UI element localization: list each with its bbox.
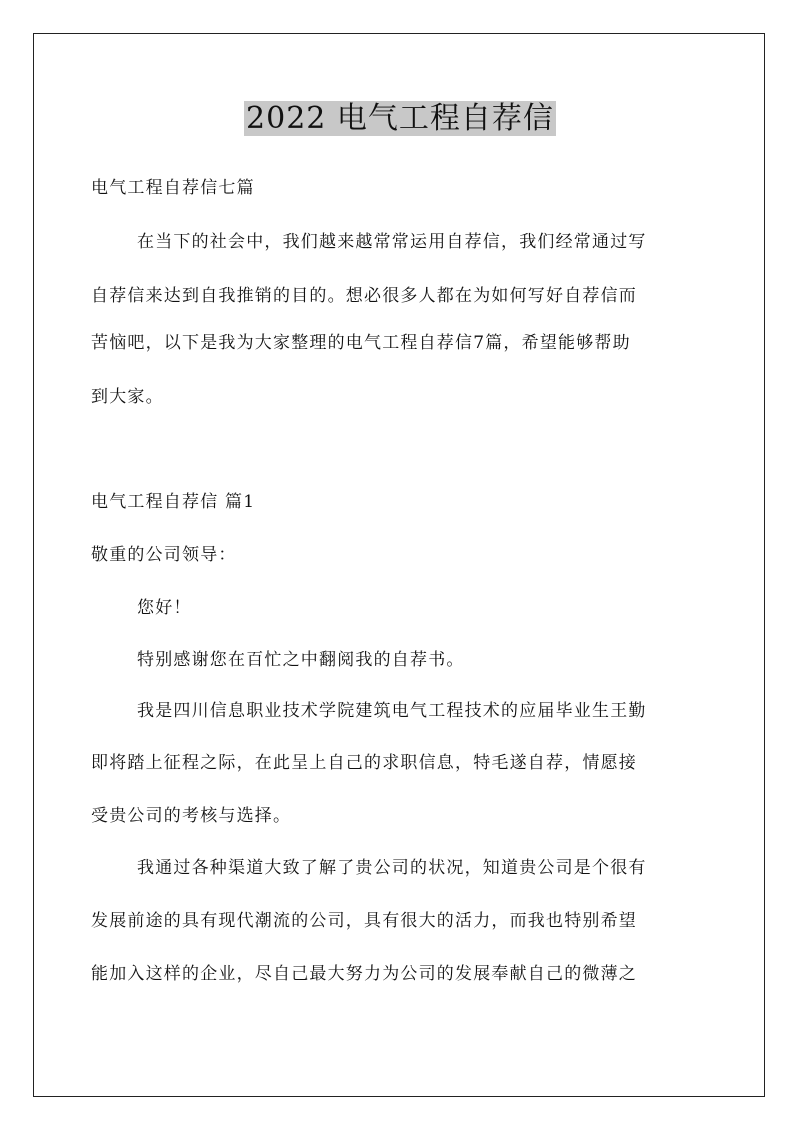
intro-line-1: 在当下的社会中，我们越来越常常运用自荐信，我们经常通过写 xyxy=(137,232,647,252)
intro-line-4: 到大家。 xyxy=(91,387,164,407)
section-heading: 电气工程自荐信 篇1 xyxy=(91,492,256,512)
greeting: 您好！ xyxy=(137,598,192,618)
para2-line-1: 我通过各种渠道大致了解了贵公司的状况，知道贵公司是个很有 xyxy=(137,858,647,878)
salutation: 敬重的公司领导： xyxy=(91,545,237,565)
intro-line-3: 苦恼吧，以下是我为大家整理的电气工程自荐信7篇，希望能够帮助 xyxy=(91,333,631,353)
para1-line-3: 受贵公司的考核与选择。 xyxy=(91,806,292,826)
para2-line-3: 能加入这样的企业，尽自己最大努力为公司的发展奉献自己的微薄之 xyxy=(91,964,637,984)
para1-line-1: 我是四川信息职业技术学院建筑电气工程技术的应届毕业生王勤 xyxy=(137,701,647,721)
thanks-line: 特别感谢您在百忙之中翻阅我的自荐书。 xyxy=(137,650,465,670)
document-subtitle: 电气工程自荐信七篇 xyxy=(91,178,255,198)
document-title-text: 2022 电气工程自荐信 xyxy=(246,101,554,136)
intro-line-2: 自荐信来达到自我推销的目的。想必很多人都在为如何写好自荐信而 xyxy=(91,286,637,306)
para1-line-2: 即将踏上征程之际，在此呈上自己的求职信息，特毛遂自荐，情愿接 xyxy=(91,753,637,773)
para2-line-2: 发展前途的具有现代潮流的公司，具有很大的活力，而我也特别希望 xyxy=(91,911,637,931)
document-title xyxy=(0,98,800,140)
